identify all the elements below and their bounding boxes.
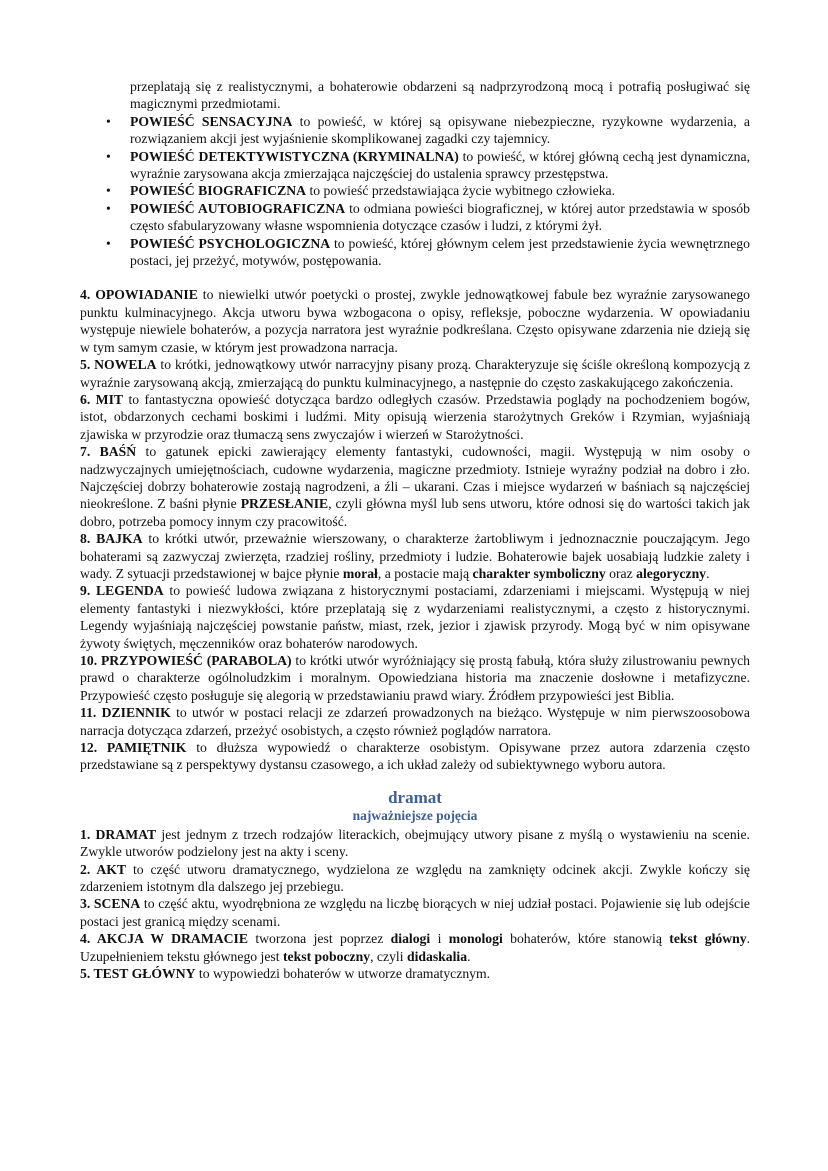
genre-term: morał: [342, 565, 378, 581]
list-item-term: POWIEŚĆ AUTOBIOGRAFICZNA: [130, 200, 346, 216]
drama-term: 3. SCENA: [80, 896, 141, 912]
genre-pamietnik: [80, 739, 750, 774]
genre-term: PRZESŁANIE: [240, 496, 329, 512]
drama-term: tekst poboczny: [283, 948, 371, 964]
list-item-text: to odmiana powieści biograficznej, w której autor przedstawia w sposób często sfabularyzowany własne wspomnienia dotyczące czasów i ludzi, z którymi żył.: [130, 200, 750, 234]
genre-text: to krótki, jednowątkowy utwór narracyjny pisany prozą. Charakteryzuje się ściśle określoną kompozycją z wyraźnie zarysowaną akcją, zmierzającą do punktu kulminacyjnego, a następnie do często zaskakującego zakończenia.: [80, 357, 750, 390]
drama-text: jest jednym z trzech rodzajów literackich, obejmujący utwory pisane z myślą o wystawieniu na scenie. Zwykle utworów podzielony jest na akty i sceny.: [80, 826, 750, 860]
drama-term: didaskalia: [406, 948, 468, 964]
drama-term: 2. AKT: [80, 861, 127, 877]
list-item-text: to powieść przedstawiająca życie wybitnego człowieka.: [306, 183, 616, 199]
list-item: [80, 235, 750, 270]
drama-term: 4. AKCJA W DRAMACIE: [80, 931, 248, 947]
list-item: [80, 78, 750, 113]
drama-text: , czyli: [370, 948, 407, 964]
genre-text: to krótki utwór, przeważnie wierszowany, o charakterze żartobliwym i jednoznacznie pouczającym. Jego bohaterami są zazwyczaj zwierzęta, rzadziej rośliny, przedmioty i ludzie. Bohaterowie bajek uosabiają ludzkie zalety i wady. Z sytuacji przedstawionej w bajce płynie: [80, 531, 751, 581]
genre-text: to dłuższa wypowiedź o charakterze osobistym. Opisywane przez autora zdarzenia często przedstawiane są z perspektywy dystansu czasowego, a ich układ zależy od subiektywnego wyboru autora.: [80, 740, 751, 773]
genre-text: to fantastyczna opowieść dotycząca bardzo odległych czasów. Przedstawia poglądy na pochodzeniem bogów, istot, obdarzonych cechami boskimi i ludźmi. Mity opisują wierzenia starożytnych Greków i Rzymian, wyjaśniają zjawiska w przyrodzie oraz tłumaczą sens zwyczajów i wierzeń w Starożytności.: [80, 391, 751, 442]
genre-dziennik: [80, 704, 750, 739]
genre-legenda: [80, 582, 750, 652]
epic-genres-section: [80, 286, 750, 773]
genre-term: 10. PRZYPOWIEŚĆ (PARABOLA): [80, 653, 292, 668]
list-item-term: POWIEŚĆ SENSACYJNA: [130, 113, 293, 129]
genre-przypowiesc: [80, 652, 750, 704]
genre-bajka: [80, 530, 750, 582]
genre-basn: [80, 443, 750, 530]
drama-text: tworzona jest poprzez: [247, 931, 391, 947]
drama-text: . Uzupełnieniem tekstu głównego jest: [80, 931, 751, 964]
bullet-icon: •: [106, 235, 111, 251]
bullet-icon: •: [106, 113, 111, 129]
genre-text: to gatunek epicki zawierający elementy fantastyki, cudowności, magii. Występują w nim osoby o nadzwyczajnych umiejętnościach, cudowne wydarzenia, magiczne przedmioty. Istnieje wyraźny podział na dobro i zło. Najczęściej dobrzy bohaterowie zostają nagrodzeni, a źli – ukarani. Czas i miejsce wydarzeń w baśniach są najczęściej nieokreślone. Z baśni płynie: [80, 444, 750, 512]
drama-text: .: [467, 948, 471, 964]
genre-term: alegoryczny: [636, 565, 707, 581]
drama-term: dialogi: [390, 931, 431, 947]
list-item-term: POWIEŚĆ BIOGRAFICZNA: [130, 183, 307, 199]
drama-term: monologi: [448, 931, 503, 947]
genre-term: 6. MIT: [80, 391, 124, 407]
drama-text: i: [430, 931, 449, 947]
drama-term-tekst-glowny: [80, 965, 750, 982]
drama-term: 1. DRAMAT: [80, 826, 157, 842]
genre-nowela: [80, 356, 750, 391]
drama-text: to część utworu dramatycznego, wydzielona ze względu na zamknięty odcinek akcji. Zwykle kończy się zdarzeniem istotnym dla dalszego jej przebiegu.: [80, 861, 750, 895]
genre-opowiadanie: [80, 286, 750, 356]
drama-text: bohaterów, które stanowią: [502, 931, 670, 947]
list-item-text: to powieść, której głównym celem jest przedstawienie życia wewnętrznego postaci, jej przeżyć, motywów, postępowania.: [130, 235, 750, 269]
genre-text: oraz: [605, 565, 637, 581]
genre-text: to niewielki utwór poetycki o prostej, zwykle jednowątkowej fabule bez wyraźnie zarysowanego punktu kulminacyjnego. Akcja utworu bywa wzbogacona o opisy, refleksje, poboczne wydarzenia. W opowiadaniu występuje niewiele bohaterów, a pozycja narratora jest wyraźnie podkreślana. Często opisywane zdarzenia nie dzieją się w tym samym czasie, w którym jest prowadzona narracja.: [80, 287, 751, 355]
genre-term: 8. BAJKA: [80, 531, 143, 547]
list-item-text: to powieść, w której są opisywane niebezpieczne, ryzykowne wydarzenia, a rozwiązaniem akcji jest wyjaśnienie skomplikowanej zagadki czy tajemnicy.: [130, 113, 750, 147]
drama-term-akcja: [80, 930, 750, 965]
drama-section: [80, 788, 750, 983]
list-item: [80, 182, 750, 199]
genre-text: to krótki utwór wyróżniający się prostą fabułą, która służy zilustrowaniu pewnych prawd o charakterze ogólnoludzkim i moralnym. Opowiedziana historia ma znaczenie dosłowne i metafizyczne. Przypowieść często posługuje się alegorią w przedstawianiu prawd wiary. Źródłem przypowieści jest Biblia.: [80, 653, 750, 703]
genre-text: , czyli główna myśl lub sens utworu, które odnosi się do wartości takich jak dobro, potrzeba pomocy innym czy pracowitość.: [80, 496, 750, 529]
genre-term: 7. BAŚŃ: [80, 444, 137, 460]
genre-text: .: [706, 565, 710, 581]
list-item-term: POWIEŚĆ DETEKTYWISTYCZNA (KRYMINALNA): [130, 148, 459, 164]
drama-term-akt: [80, 861, 750, 896]
bullet-icon: •: [106, 200, 111, 216]
genre-term: 12. PAMIĘTNIK: [80, 740, 187, 756]
genre-mit: [80, 391, 750, 443]
genre-term: 5. NOWELA: [80, 357, 157, 373]
drama-term: tekst główny: [669, 931, 747, 947]
drama-term-scena: [80, 895, 750, 930]
section-title: dramat: [388, 787, 442, 807]
list-item-text: to powieść, w której główną cechą jest dynamiczna, wyraźnie zarysowana akcja zmierzająca najczęściej do ustalenia sprawcy przestępstwa.: [130, 148, 750, 182]
genre-term: 9. LEGENDA: [80, 583, 164, 599]
drama-text: to część aktu, wyodrębniona ze względu na liczbę biorących w niej udział postaci. Pojawienie się lub odejście postaci jest granicą między scenami.: [80, 896, 750, 929]
genre-term: 11. DZIENNIK: [80, 705, 171, 721]
list-item-text: przeplatają się z realistycznymi, a bohaterowie obdarzeni są nadprzyrodzoną mocą i potrafią posługiwać się magicznymi przedmiotami.: [130, 79, 750, 112]
novel-types-list: [80, 78, 750, 269]
drama-term-dramat: [80, 826, 750, 861]
genre-text: to utwór w postaci relacji ze zdarzeń prowadzonych na bieżąco. Występuje w nim pierwszoosobowa narracja dotycząca zdarzeń, przeżyć osobistych, a często również poglądów narratora.: [80, 705, 750, 738]
genre-term: charakter symboliczny: [472, 565, 606, 581]
drama-term: 5. TEST GŁÓWNY: [80, 966, 196, 982]
bullet-icon: •: [106, 148, 111, 164]
bullet-icon: •: [106, 183, 111, 199]
spacer: [80, 269, 750, 286]
list-item: [80, 200, 750, 235]
list-item-term: POWIEŚĆ PSYCHOLOGICZNA: [130, 235, 331, 251]
list-item: [80, 148, 750, 183]
genre-text: to powieść ludowa związana z historycznymi postaciami, zdarzeniami i miejscami. Występują w niej elementy fantastyki i niezwykłości, które przeplatają się z wydarzeniami realistycznymi, a często z historycznymi. Legendy wyjaśniają najczęściej powstanie państw, miast, rzek, jezior i zjawisk przyrody. Mogą być w nim opisywane żywoty świętych, męczenników oraz bohaterów narodowych.: [80, 583, 750, 651]
genre-term: 4. OPOWIADANIE: [80, 287, 198, 303]
section-subtitle: najważniejsze pojęcia: [352, 807, 478, 823]
list-item: [80, 113, 750, 148]
drama-text: to wypowiedzi bohaterów w utworze dramatycznym.: [195, 966, 491, 982]
genre-text: , a postacie mają: [377, 565, 473, 581]
